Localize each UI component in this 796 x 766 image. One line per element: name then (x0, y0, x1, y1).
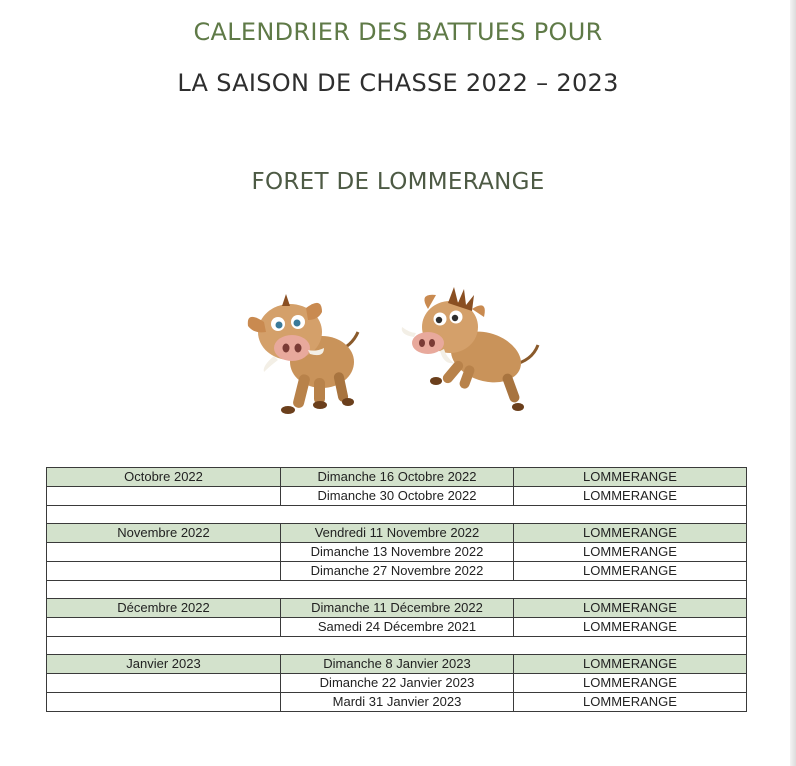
boar-cartoon-icon (244, 292, 370, 420)
table-row (47, 693, 747, 712)
scan-edge (790, 0, 796, 766)
table-row (47, 468, 747, 487)
place-cell: LOMMERANGE (514, 524, 747, 543)
date-cell: Dimanche 22 Janvier 2023 (281, 674, 514, 693)
table-row (47, 524, 747, 543)
place-cell: LOMMERANGE (514, 674, 747, 693)
place-cell: LOMMERANGE (514, 543, 747, 562)
month-cell: Janvier 2023 (47, 655, 281, 674)
month-cell (47, 543, 281, 562)
place-cell: LOMMERANGE (514, 468, 747, 487)
title-line-2: LA SAISON DE CHASSE 2022 – 2023 (177, 69, 619, 97)
table-row (47, 599, 747, 618)
date-cell: Dimanche 16 Octobre 2022 (281, 468, 514, 487)
place-cell: LOMMERANGE (514, 618, 747, 637)
date-cell: Vendredi 11 Novembre 2022 (281, 524, 514, 543)
month-cell (47, 618, 281, 637)
separator-row (47, 506, 747, 524)
table-row (47, 562, 747, 581)
hunt-schedule-table (46, 467, 747, 712)
table-row (47, 618, 747, 637)
table-row (47, 674, 747, 693)
place-cell: LOMMERANGE (514, 487, 747, 506)
month-cell (47, 562, 281, 581)
place-cell: LOMMERANGE (514, 599, 747, 618)
forest-subtitle: FORET DE LOMMERANGE (251, 169, 545, 195)
table-row (47, 655, 747, 674)
month-cell: Décembre 2022 (47, 599, 281, 618)
date-cell: Dimanche 30 Octobre 2022 (281, 487, 514, 506)
date-cell: Dimanche 8 Janvier 2023 (281, 655, 514, 674)
month-cell (47, 674, 281, 693)
date-cell: Samedi 24 Décembre 2021 (281, 618, 514, 637)
place-cell: LOMMERANGE (514, 693, 747, 712)
date-cell: Mardi 31 Janvier 2023 (281, 693, 514, 712)
title-line-1: CALENDRIER DES BATTUES POUR (193, 18, 603, 46)
place-cell: LOMMERANGE (514, 655, 747, 674)
table-row (47, 487, 747, 506)
date-cell: Dimanche 11 Décembre 2022 (281, 599, 514, 618)
separator-row (47, 637, 747, 655)
boar-leaping-cartoon-icon (398, 285, 544, 415)
month-cell (47, 487, 281, 506)
month-cell (47, 693, 281, 712)
separator-row (47, 581, 747, 599)
month-cell: Octobre 2022 (47, 468, 281, 487)
date-cell: Dimanche 13 Novembre 2022 (281, 543, 514, 562)
place-cell: LOMMERANGE (514, 562, 747, 581)
month-cell: Novembre 2022 (47, 524, 281, 543)
date-cell: Dimanche 27 Novembre 2022 (281, 562, 514, 581)
table-row (47, 543, 747, 562)
